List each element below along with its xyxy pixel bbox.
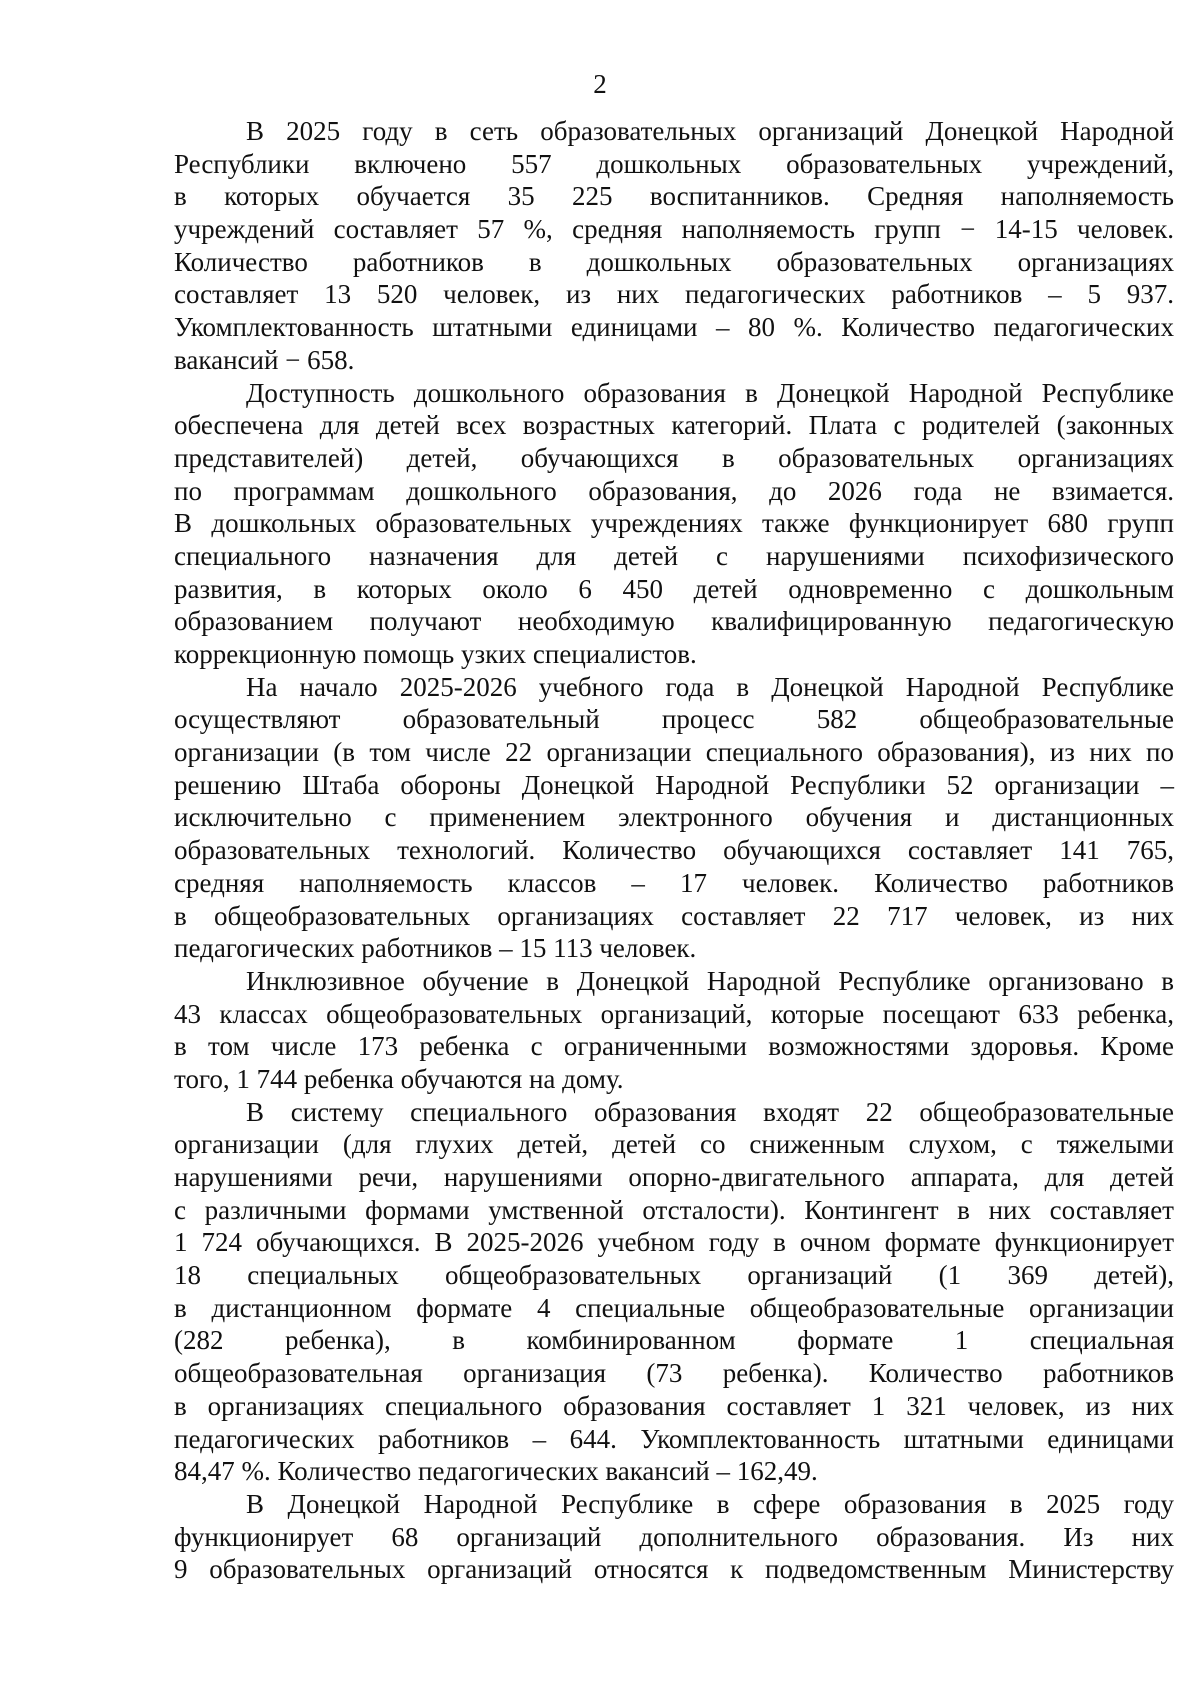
text-line: На начало 2025-2026 учебного года в Донецкой Народной Республике [246,671,1174,702]
text-line: вакансий − 658. [174,344,355,375]
text-line: исключительно с применением электронного обучения и дистанционных [174,802,1174,833]
paragraph [174,1488,1174,1586]
paragraph [174,377,1174,671]
paragraph [174,671,1174,965]
text-line: В систему специального образования входят 22 общеобразовательные [246,1096,1174,1127]
paragraph [174,965,1174,1096]
text-line: развития, в которых около 6 450 детей одновременно с дошкольным [174,573,1174,604]
text-line: Доступность дошкольного образования в Донецкой Народной Республике [246,377,1174,408]
document-body [174,115,1174,1586]
text-line: в организациях специального образования составляет 1 321 человек, из них [174,1390,1174,1421]
text-line: 43 классах общеобразовательных организаций, которые посещают 633 ребенка, [174,998,1174,1029]
paragraph [174,115,1174,377]
text-line: 84,47 %. Количество педагогических вакансий – 162,49. [174,1456,818,1487]
text-line: решению Штаба обороны Донецкой Народной Республики 52 организации – [174,769,1174,800]
text-line: (282 ребенка), в комбинированном формате 1 специальная [174,1325,1174,1356]
page-number: 2 [593,69,607,99]
text-line: в том числе 173 ребенка с ограниченными возможностями здоровья. Кроме [174,1031,1174,1062]
text-line: учреждений составляет 57 %, средняя наполняемость групп − 14-15 человек. [174,214,1174,245]
text-line: с различными формами умственной отсталости). Контингент в них составляет [174,1194,1174,1225]
text-line: образованием получают необходимую квалифицированную педагогическую [174,606,1174,637]
text-line: общеобразовательная организация (73 ребенка). Количество работников [174,1358,1174,1389]
text-line: осуществляют образовательный процесс 582 общеобразовательные [174,704,1174,735]
text-line: по программам дошкольного образования, до 2026 года не взимается. [174,475,1174,506]
text-line: педагогических работников – 644. Укомплектованность штатными единицами [174,1423,1174,1454]
text-line: Республики включено 557 дошкольных образовательных учреждений, [174,148,1174,179]
text-line: педагогических работников – 15 113 человек. [174,933,697,964]
text-line: функционирует 68 организаций дополнительного образования. Из них [174,1521,1174,1552]
text-line: составляет 13 520 человек, из них педагогических работников – 5 937. [174,279,1174,310]
text-line: В Донецкой Народной Республике в сфере образования в 2025 году [246,1488,1174,1519]
text-line: 9 образовательных организаций относятся к подведомственным Министерству [174,1554,1174,1585]
text-line: организации (для глухих детей, детей со сниженным слухом, с тяжелыми [174,1129,1174,1160]
text-line: Укомплектованность штатными единицами – 80 %. Количество педагогических [174,312,1174,343]
text-line: специального назначения для детей с нарушениями психофизического [174,540,1174,571]
text-line: коррекционную помощь узких специалистов. [174,639,697,669]
text-line: в которых обучается 35 225 воспитанников. Средняя наполняемость [174,181,1174,212]
text-line: в общеобразовательных организациях составляет 22 717 человек, из них [174,900,1174,931]
text-line: Инклюзивное обучение в Донецкой Народной Республике организовано в [246,965,1174,996]
text-line: нарушениями речи, нарушениями опорно-двигательного аппарата, для детей [174,1162,1174,1192]
text-line: средняя наполняемость классов – 17 человек. Количество работников [174,867,1174,898]
text-line: образовательных технологий. Количество обучающихся составляет 141 765, [174,835,1174,866]
text-line: 18 специальных общеобразовательных организаций (1 369 детей), [174,1260,1174,1291]
text-line: В дошкольных образовательных учреждениях также функционирует 680 групп [174,508,1174,539]
text-line: В 2025 году в сеть образовательных организаций Донецкой Народной [246,116,1174,146]
text-line: Количество работников в дошкольных образовательных организациях [174,246,1174,277]
text-line: обеспечена для детей всех возрастных категорий. Плата с родителей (законных [174,410,1174,441]
text-line: организации (в том числе 22 организации специального образования), из них по [174,737,1174,768]
paragraph [174,1096,1174,1488]
text-line: того, 1 744 ребенка обучаются на дому. [174,1063,624,1094]
text-line: 1 724 обучающихся. В 2025-2026 учебном году в очном формате функционирует [174,1227,1174,1258]
text-line: представителей) детей, обучающихся в образовательных организациях [174,442,1174,473]
text-line: в дистанционном формате 4 специальные общеобразовательные организации [174,1292,1174,1323]
